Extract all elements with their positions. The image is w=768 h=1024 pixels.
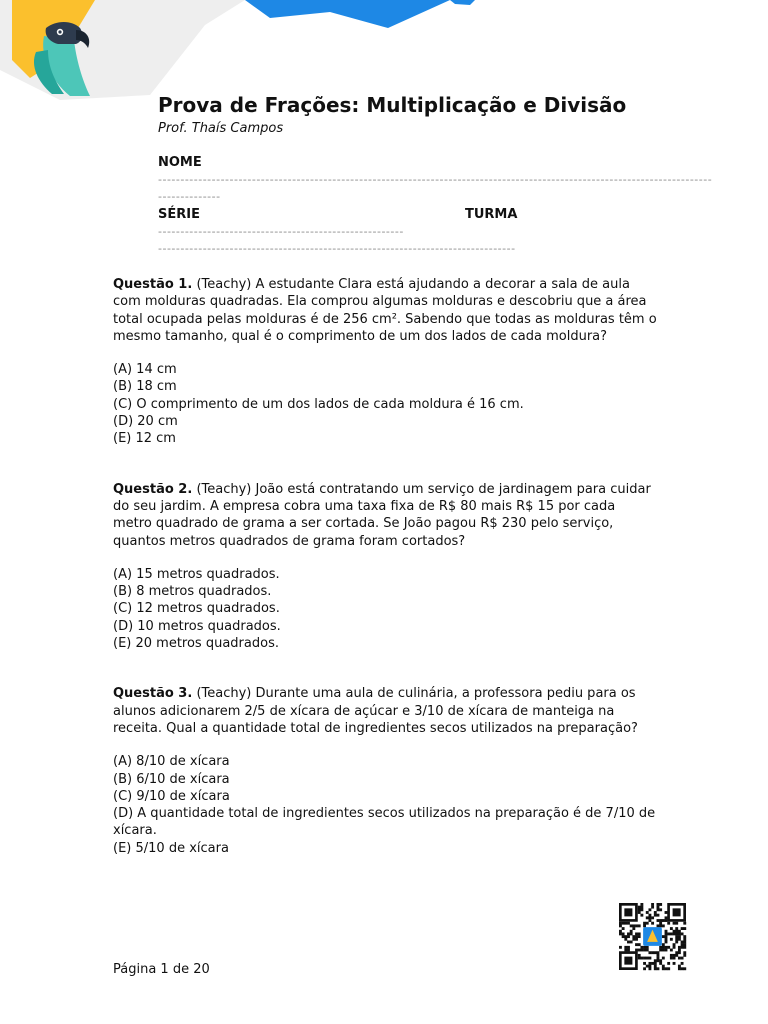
option-b: (B) 8 metros quadrados. [113,584,272,600]
question-number: Questão 1. [113,277,193,292]
question-text: (Teachy) A estudante Clara está ajudando a decorar a sala de aula com molduras quadradas. Ela comprou algumas molduras e descobriu que a área total ocupada pelas molduras é de 256 cm². Sabendo que todas as molduras têm o mesmo tamanho, qual é o comprimento de um dos lados de cada moldura? [113,277,657,344]
name-line-continued: -------------- [158,190,221,203]
document-title: Prova de Frações: Multiplicação e Divisão [158,93,627,117]
option-c: (C) 12 metros quadrados. [113,601,280,617]
name-label: NOME [158,155,202,170]
question-2 [113,481,658,653]
option-c: (C) 9/10 de xícara [113,788,230,804]
series-line[interactable]: ------------------------------------------------------- [158,225,404,238]
answer-options [113,753,658,857]
series-label: SÉRIE [158,207,200,222]
questions-list [113,276,658,890]
page-number: Página 1 de 20 [113,962,210,977]
header-decoration [0,0,768,100]
option-a: (A) 8/10 de xícara [113,754,230,770]
option-e: (E) 20 metros quadrados. [113,636,279,652]
question-number: Questão 3. [113,686,193,702]
question-1 [113,276,658,448]
option-a: (A) 14 cm [113,362,177,378]
option-d: (D) A quantidade total de ingredientes secos utilizados na preparação é de 7/10 de xícara. [113,806,656,839]
question-text: (Teachy) João está contratando um serviço de jardinagem para cuidar do seu jardim. A empresa cobra uma taxa fixa de R$ 80 mais R$ 15 por cada metro quadrado de grama a ser cortada. Se João pagou R$ 230 pelo serviço, quantos metros quadrados de grama foram cortados? [113,481,651,549]
qr-code-icon[interactable] [619,903,686,970]
question-3 [113,685,658,857]
question-number: Questão 2. [113,481,193,497]
option-b: (B) 18 cm [113,379,177,395]
option-e: (E) 12 cm [113,431,176,447]
option-d: (D) 10 metros quadrados. [113,618,281,634]
document-author: Prof. Thaís Campos [158,121,284,136]
option-b: (B) 6/10 de xícara [113,771,230,787]
class-label: TURMA [465,207,518,222]
parrot-logo-icon [0,0,768,100]
option-e: (E) 5/10 de xícara [113,840,229,856]
answer-options [113,361,658,447]
option-c: (C) O comprimento de um dos lados de cada moldura é 16 cm. [113,396,524,412]
option-d: (D) 20 cm [113,414,178,430]
name-line[interactable]: ---------------------------------------------------------------------------------------------------------------------------- [158,173,713,186]
answer-options [113,566,658,652]
option-a: (A) 15 metros quadrados. [113,566,280,582]
question-text: (Teachy) Durante uma aula de culinária, a professora pediu para os alunos adicionarem 2/5 de xícara de açúcar e 3/10 de xícara de manteiga na receita. Qual a quantidade total de ingredientes secos utilizados na preparação? [113,686,638,736]
class-line[interactable]: -------------------------------------------------------------------------------- [158,242,516,255]
